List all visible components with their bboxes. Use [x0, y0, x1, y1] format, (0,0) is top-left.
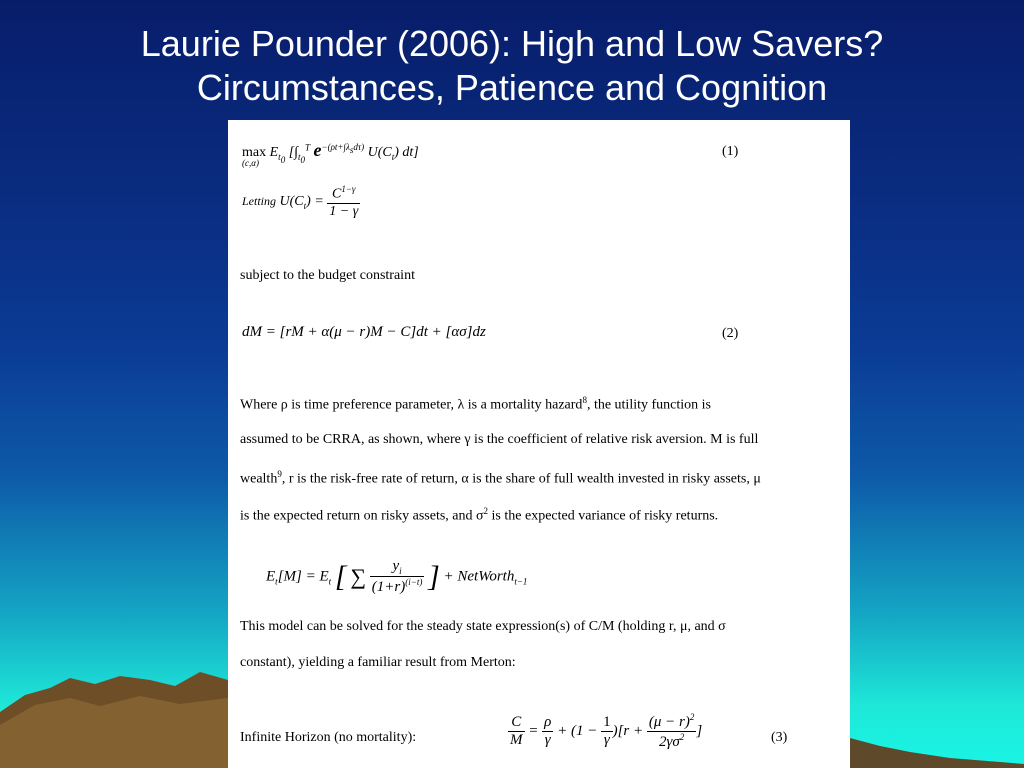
utility-definition: Letting $U(C_t)$ = $\frac{C^{1-\gamma}}{1 - \gamma}$ [242, 184, 359, 219]
title-line-2: Circumstances, Patience and Cognition [196, 67, 828, 108]
infinite-horizon-label: Infinite Horizon (no mortality): [240, 730, 417, 745]
equation-3-number: (3) [771, 730, 788, 745]
equation-1-subscript: (c,α) [242, 158, 259, 168]
letting-label: Letting [242, 194, 277, 209]
paragraph-1-line-3: wealth$^9$, r is the risk-free rate of return, α is the share of full wealth invested in risky assets, μ [240, 469, 761, 487]
paragraph-1-line-2: assumed to be CRRA, as shown, where γ is the coefficient of relative risk aversion. M is full [240, 432, 759, 447]
document-image [228, 120, 850, 768]
title-line-1: Laurie Pounder (2006): High and Low Savers? [140, 23, 884, 64]
equation-2: dM = [rM + α(μ − r)M − C]dt + [ασ]dz [242, 324, 486, 340]
paragraph-1-line-1: Where ρ is time preference parameter, λ is a mortality hazard$^8$, the utility function is [240, 395, 711, 413]
equation-1-number: (1) [722, 144, 739, 159]
slide-title [0, 22, 1024, 110]
paragraph-1-line-4: is the expected return on risky assets, and $\sigma^2$ is the expected variance of risky returns. [240, 506, 719, 524]
equation-3: $\frac{C}{M}$ = $\frac{\rho}{\gamma}$ + (1 − $\frac{1}{\gamma}$ )[r + $\frac{(\mu - r)^2}{2\gamma\sigma^2}$ ] [510, 712, 703, 750]
budget-constraint-text: subject to the budget constraint [240, 268, 415, 283]
expected-wealth-equation: $E_t[M] = E_t$ [ ∑ $\frac{y_i}{(1+r)^{(i-t)}}$ ] + NetWorth$_{t-1}$ [266, 558, 528, 595]
paragraph-2-line-1: This model can be solved for the steady state expression(s) of C/M (holding r, μ, and σ [240, 619, 726, 634]
equation-2-number: (2) [722, 326, 739, 341]
equation-1: $\max E_{t_0}$ [$\int_{t_0}^T$ $e^{-(\rho t+\int\lambda_sd\tau)}$ $U(C_t)$ dt] [242, 140, 419, 165]
paragraph-2-line-2: constant), yielding a familiar result from Merton: [240, 655, 516, 670]
